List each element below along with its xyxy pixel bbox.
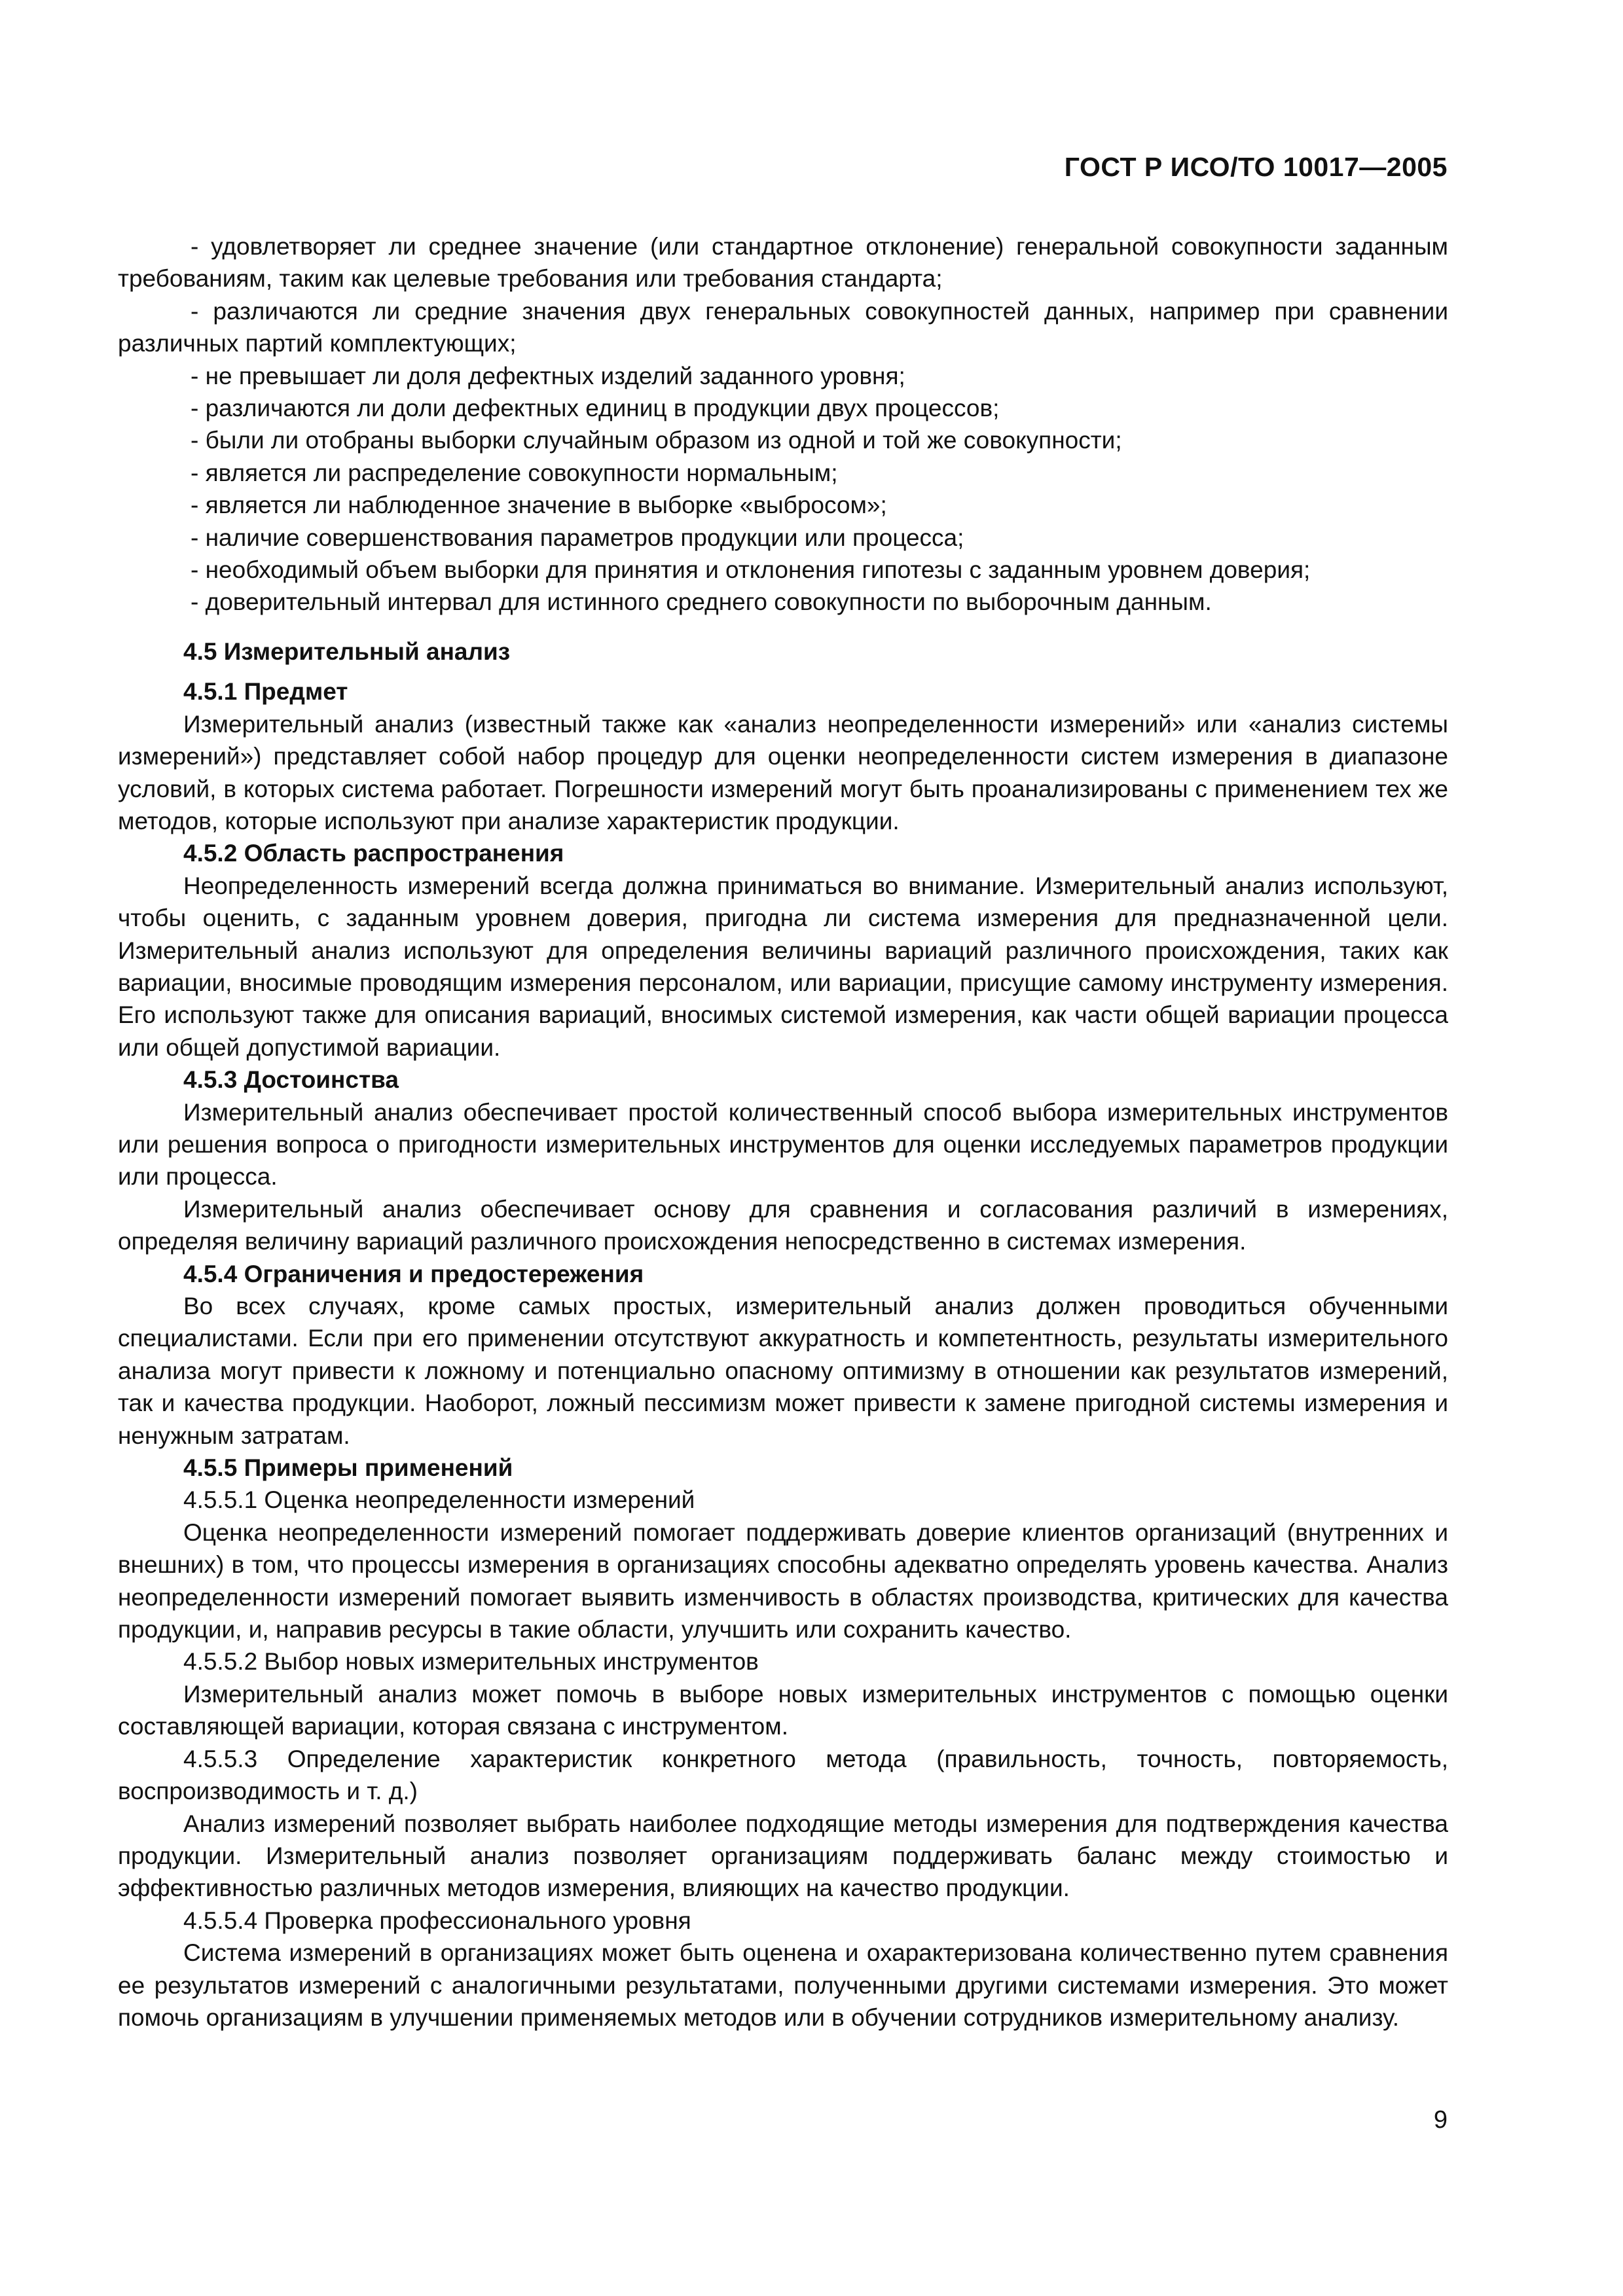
paragraph: Оценка неопределенности измерений помогает поддерживать доверие клиентов организаций (внутренних и внешних) в том, что процессы измерения в организациях способны адекватно определять уровень качества. Анализ неопределенности измерений помогает выявить изменчивость в областях производства, критических для качества продукции, и, направив ресурсы в такие области, улучшить или сохранить качество.	[118, 1518, 1448, 1643]
paragraph: Во всех случаях, кроме самых простых, измерительный анализ должен проводиться обученными специалистами. Если при его применении отсутствуют аккуратность и компетентность, результаты измерительного анализа могут привести к ложному и потенциально опасному оптимизму в отношении как результатов измерений, так и качества продукции. Наоборот, ложный пессимизм может привести к замене пригодной системы измерения и ненужным затратам.	[118, 1293, 1448, 1449]
list-item: - является ли наблюденное значение в выборке «выбросом»;	[191, 492, 887, 519]
page-body	[118, 230, 1448, 2034]
subsection-heading-4-5-3: 4.5.3 Достоинства	[183, 1066, 399, 1094]
list-item: - необходимый объем выборки для принятия и отклонения гипотезы с заданным уровнем доверия;	[191, 556, 1311, 584]
paragraph: Измерительный анализ обеспечивает простой количественный способ выбора измерительных инструментов или решения вопроса о пригодности измерительных инструментов для оценки исследуемых параметров продукции или процесса.	[118, 1098, 1448, 1191]
document-code-header: ГОСТ Р ИСО/ТО 10017—2005	[1064, 152, 1448, 182]
list-item: - является ли распределение совокупности нормальным;	[191, 459, 838, 486]
paragraph: Измерительный анализ обеспечивает основу для сравнения и согласования различий в измерениях, определяя величину вариаций различного происхождения непосредственно в системах измерения.	[118, 1195, 1448, 1255]
hypothesis-list	[118, 230, 1448, 619]
list-item: - были ли отобраны выборки случайным образом из одной и той же совокупности;	[191, 427, 1122, 454]
item-heading-4-5-5-2: 4.5.5.2 Выбор новых измерительных инструментов	[183, 1648, 759, 1676]
list-item: - не превышает ли доля дефектных изделий заданного уровня;	[191, 362, 905, 389]
subsection-heading-4-5-5: 4.5.5 Примеры применений	[183, 1454, 513, 1482]
list-item: - различаются ли средние значения двух генеральных совокупностей данных, например при сравнении различных партий комплектующих;	[118, 297, 1448, 357]
page-number: 9	[1433, 2106, 1448, 2134]
paragraph: Неопределенность измерений всегда должна приниматься во внимание. Измерительный анализ используют, чтобы оценить, с заданным уровнем доверия, пригодна ли система измерения для предназначенной цели. Измерительный анализ используют для определения величины вариаций различного происхождения, таких как вариации, вносимые проводящим измерения персоналом, или вариации, присущие самому инструменту измерения. Его используют также для описания вариаций, вносимых системой измерения, как части общей вариации процесса или общей допустимой вариации.	[118, 872, 1448, 1061]
paragraph: Измерительный анализ (известный также как «анализ неопределенности измерений» или «анализ системы измерений») представляет собой набор процедур для оценки неопределенности систем измерения в диапазоне условий, в которых система работает. Погрешности измерений могут быть проанализированы с применением тех же методов, которые используют при анализе характеристик продукции.	[118, 710, 1448, 834]
paragraph: Анализ измерений позволяет выбрать наиболее подходящие методы измерения для подтверждения качества продукции. Измерительный анализ позволяет организациям поддерживать баланс между стоимостью и эффективностью различных методов измерения, влияющих на качество продукции.	[118, 1810, 1448, 1902]
paragraph: Система измерений в организациях может быть оценена и охарактеризована количественно путем сравнения ее результатов измерений с аналогичными результатами, полученными другими системами измерения. Это может помочь организациям в улучшении применяемых методов или в обучении сотрудников измерительному анализу.	[118, 1939, 1448, 2031]
subsection-heading-4-5-2: 4.5.2 Область распространения	[183, 840, 564, 867]
list-item: - доверительный интервал для истинного среднего совокупности по выборочным данным.	[191, 588, 1212, 616]
subsection-heading-4-5-4: 4.5.4 Ограничения и предостережения	[183, 1260, 644, 1287]
subsection-heading-4-5-1: 4.5.1 Предмет	[183, 678, 348, 706]
paragraph: Измерительный анализ может помочь в выборе новых измерительных инструментов с помощью оценки составляющей вариации, которая связана с инструментом.	[118, 1680, 1448, 1740]
list-item: - различаются ли доли дефектных единиц в продукции двух процессов;	[191, 395, 1000, 422]
list-item: - удовлетворяет ли среднее значение (или стандартное отклонение) генеральной совокупности заданным требованиям, таким как целевые требования или требования стандарта;	[118, 233, 1448, 293]
section-heading-4-5: 4.5 Измерительный анализ	[183, 637, 511, 665]
item-heading-4-5-5-3: 4.5.5.3 Определение характеристик конкретного метода (правильность, точность, повторяемость, воспроизводимость и т. д.)	[118, 1745, 1448, 1805]
list-item: - наличие совершенствования параметров продукции или процесса;	[191, 524, 964, 551]
item-heading-4-5-5-4: 4.5.5.4 Проверка профессионального уровня	[183, 1907, 691, 1934]
item-heading-4-5-5-1: 4.5.5.1 Оценка неопределенности измерений	[183, 1486, 695, 1514]
